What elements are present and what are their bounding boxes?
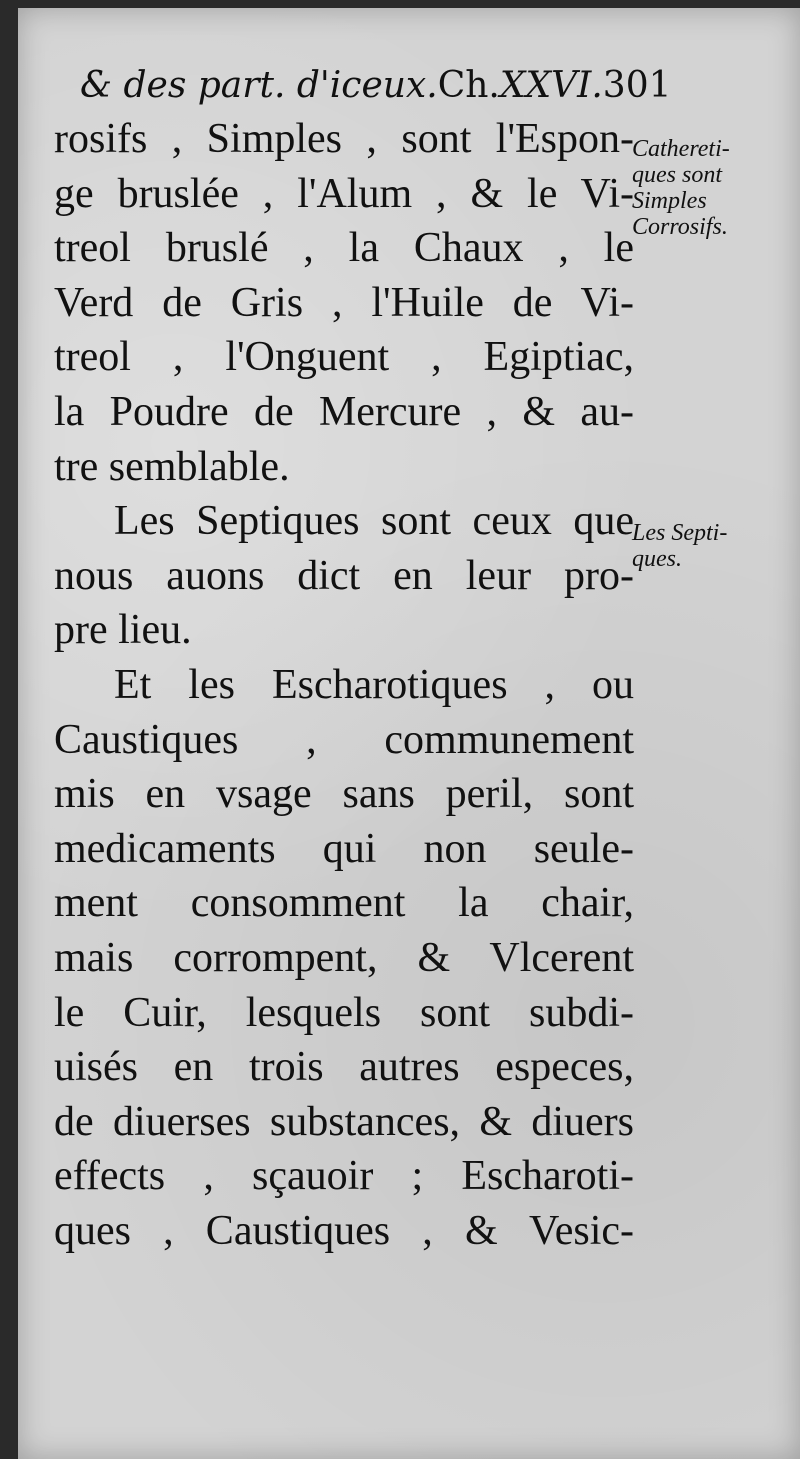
margin-note-line: Simples: [632, 188, 707, 214]
text-line: medicaments qui non seule-: [54, 825, 634, 872]
text-line: mais corrompent, & Vlcerent: [54, 934, 634, 981]
margin-note-cathereti: [632, 136, 792, 240]
text-line: rosifs , Simples , sont l'Espon-: [54, 116, 634, 162]
text-line: pre lieu.: [54, 607, 192, 654]
book-page: [18, 8, 800, 1459]
margin-note-line: Les Septi-: [632, 520, 728, 546]
text-line: effects , sçauoir ; Escharoti-: [54, 1153, 634, 1200]
header-title: & des part. d'iceux.: [80, 65, 438, 106]
text-line: treol bruslé , la Chaux , le: [54, 225, 634, 272]
text-line: Et les Escharotiques , ou: [114, 661, 634, 708]
margin-note-line: ques.: [632, 546, 682, 572]
text-line: mis en vsage sans peril, sont: [54, 771, 634, 818]
main-text: [54, 112, 634, 1258]
margin-note-line: Corrosifs.: [632, 214, 728, 240]
text-line: Caustiques , communement: [54, 716, 634, 763]
text-line: de diuerses substances, & diuers: [54, 1098, 634, 1145]
header-chapter-label: Ch.: [437, 65, 500, 106]
text-line: treol , l'Onguent , Egiptiac,: [54, 334, 634, 381]
text-line: ment consomment la chair,: [54, 880, 634, 927]
text-line: uisés en trois autres especes,: [54, 1044, 634, 1091]
header-page-number: 301: [602, 65, 672, 106]
text-line: Les Septiques sont ceux que: [114, 498, 634, 545]
margin-note-line: ques sont: [632, 162, 722, 188]
text-line: tre semblable.: [54, 443, 290, 490]
text-line: Verd de Gris , l'Huile de Vi-: [54, 279, 634, 326]
margin-note-septiques: [632, 520, 792, 572]
text-line: le Cuir, lesquels sont subdi-: [54, 989, 634, 1036]
running-header: [80, 60, 672, 112]
header-chapter-number: XXVI.: [499, 65, 603, 106]
text-line: la Poudre de Mercure , & au-: [54, 388, 634, 435]
margin-note-line: Cathereti-: [632, 136, 730, 162]
text-line: ge bruslée , l'Alum , & le Vi-: [54, 170, 634, 217]
text-line: ques , Caustiques , & Vesic-: [54, 1207, 634, 1254]
text-line: nous auons dict en leur pro-: [54, 552, 634, 599]
